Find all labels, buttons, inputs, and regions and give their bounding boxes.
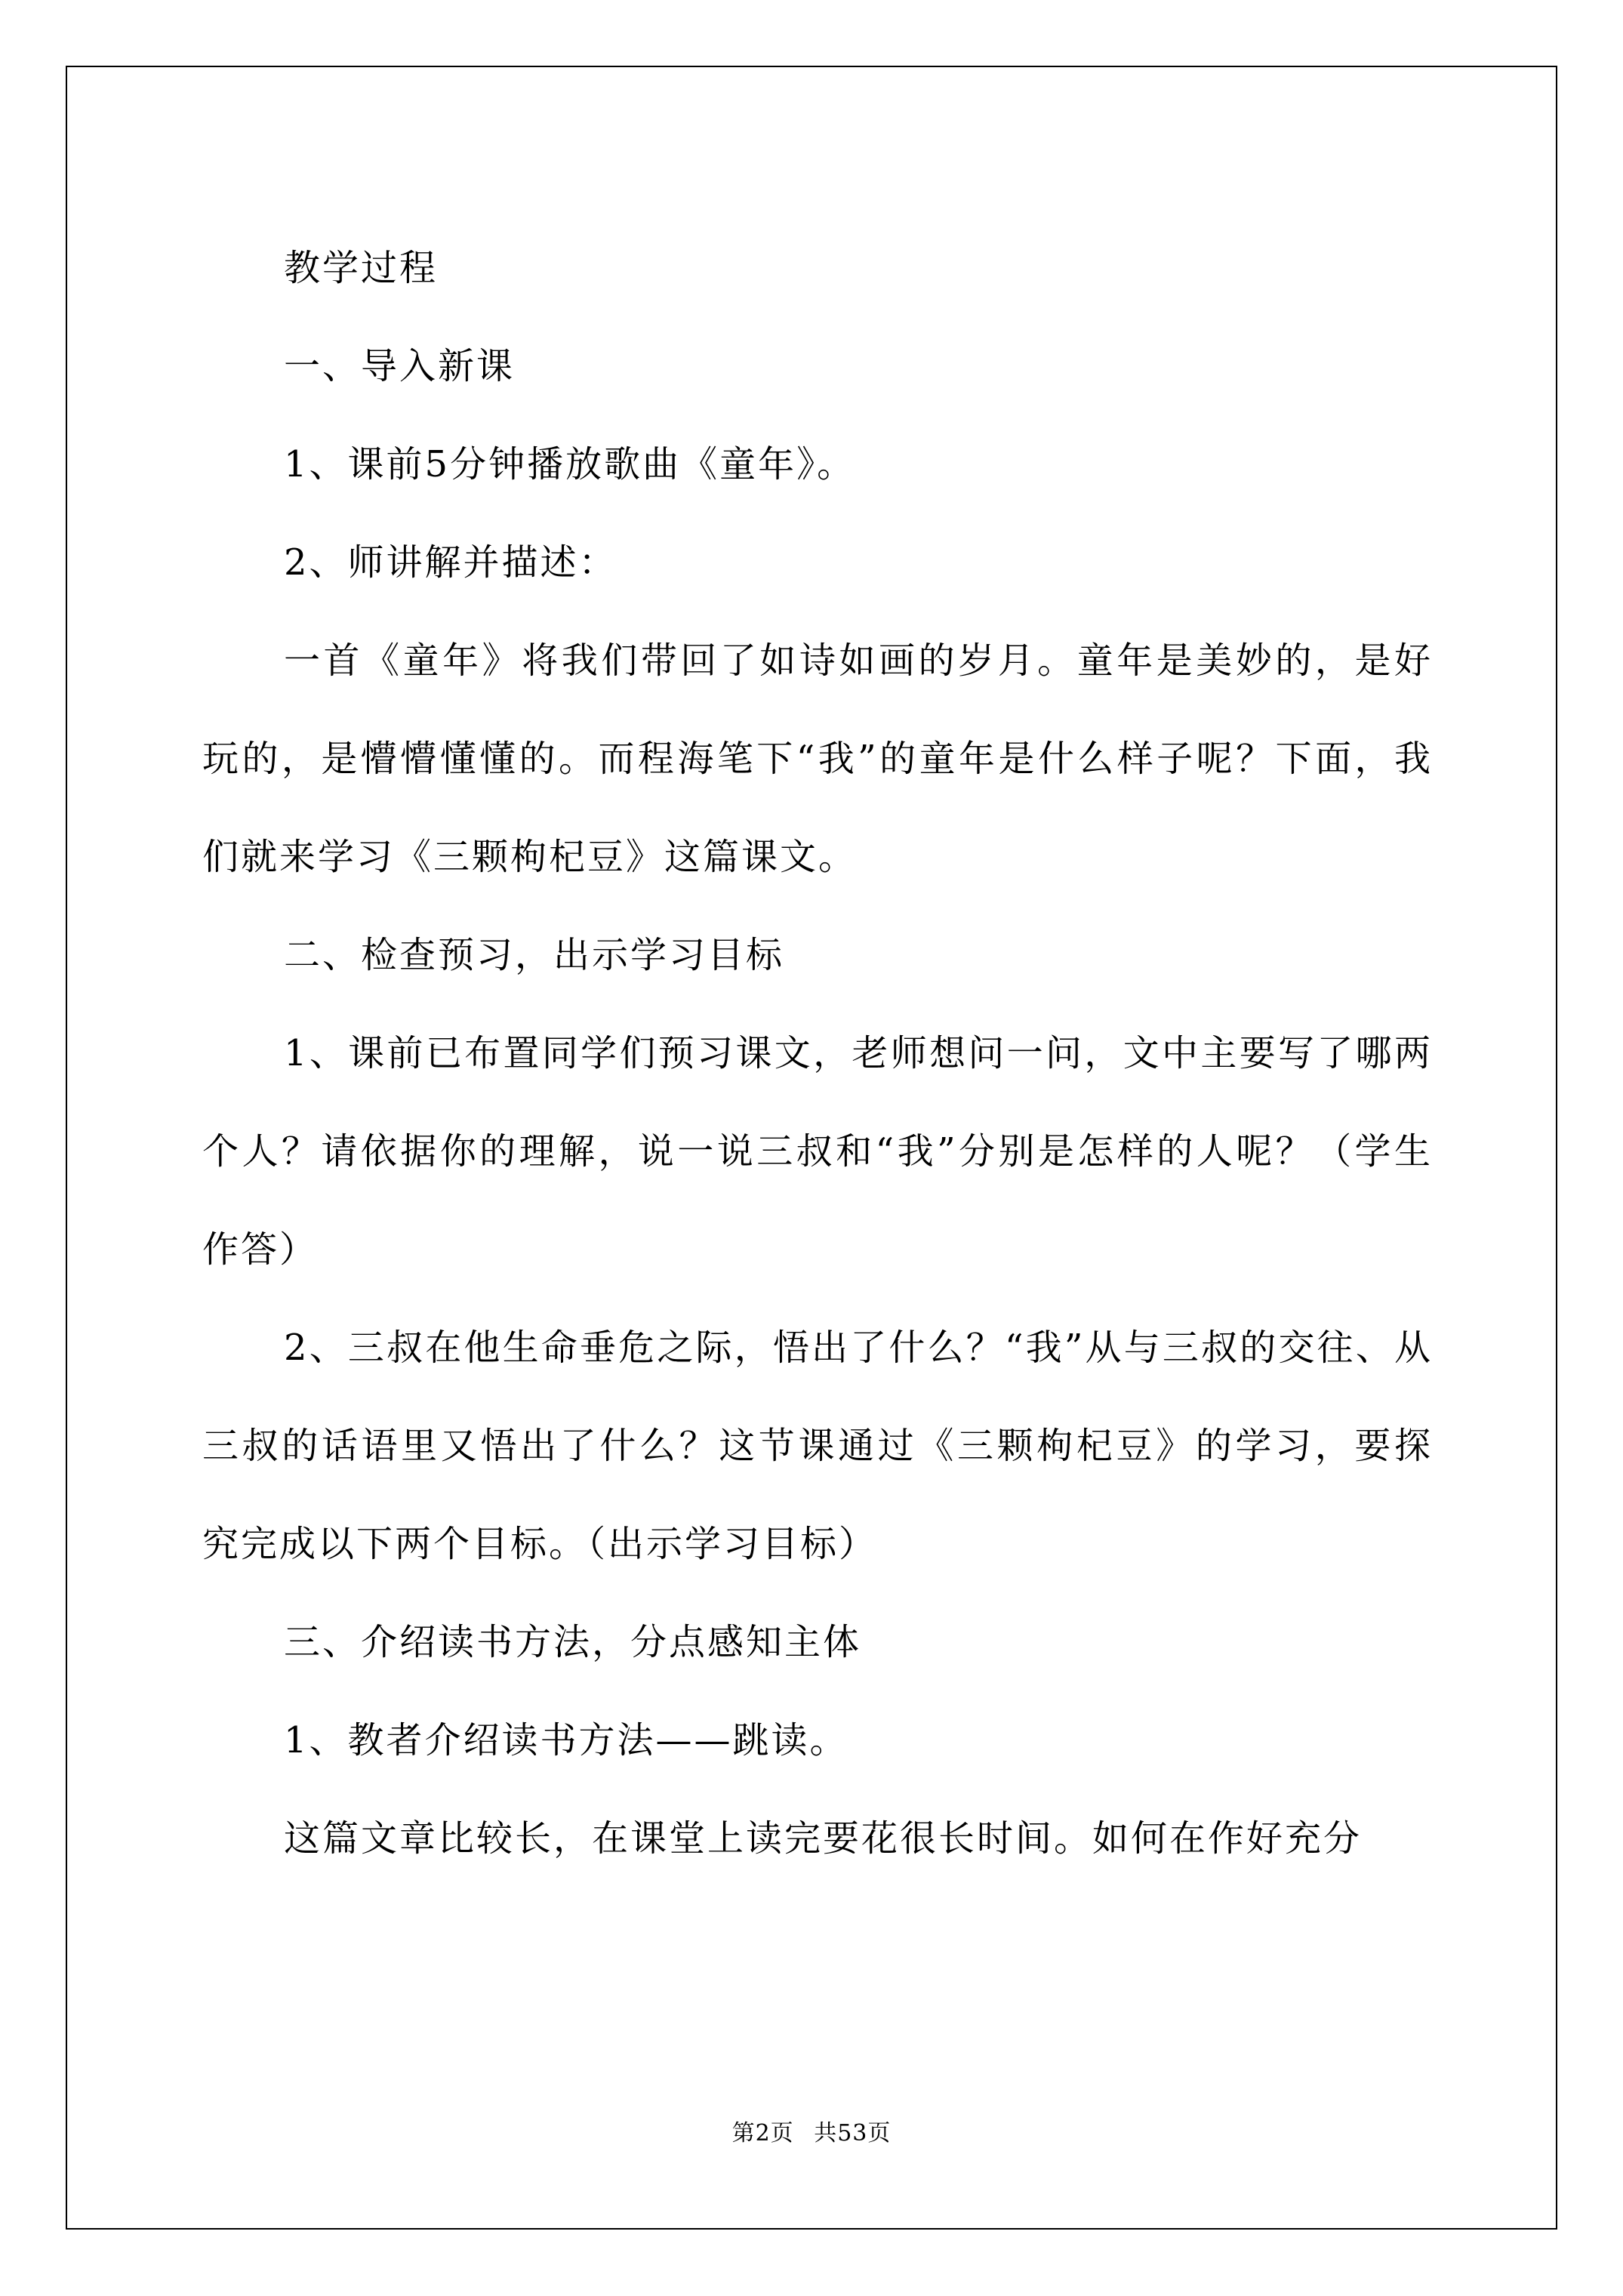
page-number: 第2页 [731,2120,794,2147]
section-heading-preview: 二、检查预习，出示学习目标 [284,934,785,976]
section-heading-intro: 一、导入新课 [284,345,516,387]
paragraph-preview-question: 1、课前已布置同学们预习课文，老师想问一问，文中主要写了哪两个人？请依据你的理解，说一说三叔和“我”分别是怎样的人呢？（学生作答） [202,1032,1433,1271]
paragraph-skim-reading: 1、教者介绍读书方法——跳读。 [284,1719,848,1761]
paragraph-step-2: 2、师讲解并描述： [284,541,617,584]
paragraph-long-article: 这篇文章比较长，在课堂上读完要花很长时间。如何在作好充分 [284,1817,1363,1860]
page-total: 共53页 [814,2120,892,2147]
page-footer [0,2114,1623,2147]
section-heading-process: 教学过程 [284,247,439,289]
section-heading-method: 三、介绍读书方法，分点感知主体 [284,1621,862,1663]
paragraph-goals: 2、三叔在他生命垂危之际，悟出了什么？“我”从与三叔的交往、从三叔的话语里又悟出了什么？这节课通过《三颗枸杞豆》的学习，要探究完成以下两个目标。（出示学习目标） [202,1327,1433,1565]
paragraph-step-1: 1、课前5分钟播放歌曲《童年》。 [284,443,856,485]
document-body [202,219,1433,1888]
paragraph-childhood: 一首《童年》将我们带回了如诗如画的岁月。童年是美妙的，是好玩的，是懵懵懂懂的。而程海笔下“我”的童年是什么样子呢？下面，我们就来学习《三颗枸杞豆》这篇课文。 [202,639,1433,878]
